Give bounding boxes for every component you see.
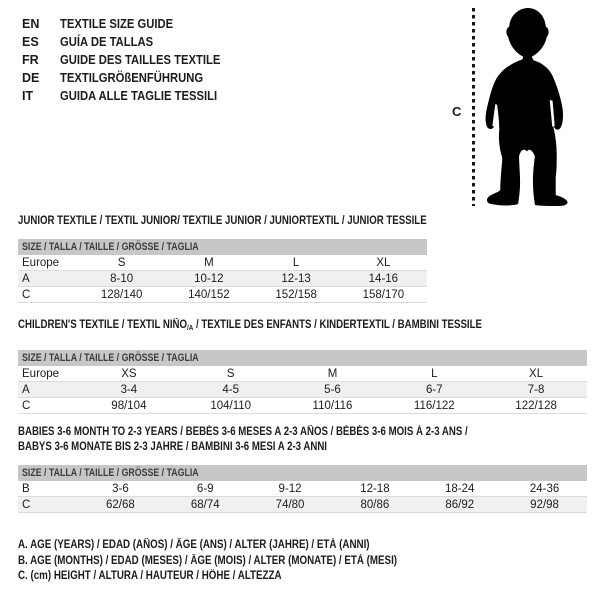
table-row-height (18, 497, 587, 513)
row-label: C (18, 287, 78, 303)
heading-subscript: /A (187, 323, 194, 332)
babies-size-table (18, 465, 587, 513)
row-label: Europe (18, 255, 78, 271)
age-cell: 8-10 (78, 271, 165, 287)
language-code: DE (22, 71, 40, 85)
height-cell: 86/92 (417, 497, 502, 513)
legend-line-a: A. AGE (YEARS) / EDAD (AÑOS) / ÂGE (ANS) / ALTER (JAHRE) / ETÀ (ANNI) (18, 539, 370, 551)
measurement-legend (18, 538, 464, 585)
language-row-fr (22, 51, 238, 69)
height-cell: 80/86 (332, 497, 417, 513)
language-title: TEXTILE SIZE GUIDE (60, 17, 174, 31)
legend-line-b: B. AGE (MONTHS) / EDAD (MESES) / ÂGE (MOIS) / ALTER (MONATE) / ETÀ (MESI) (18, 554, 398, 567)
language-title: TEXTILGRÖßENFÜHRUNG (60, 71, 204, 85)
size-cell: XL (340, 255, 427, 271)
table-row-height (18, 398, 587, 414)
age-cell: 10-12 (165, 271, 252, 287)
age-cell: 3-4 (78, 382, 180, 398)
language-row-it (22, 87, 238, 105)
row-label: C (18, 497, 78, 513)
toddler-silhouette-image (478, 6, 576, 208)
size-cell: M (165, 255, 252, 271)
height-cell: 62/68 (78, 497, 163, 513)
months-cell: 3-6 (78, 481, 163, 497)
height-cell: 128/140 (78, 287, 165, 303)
height-cell: 104/110 (180, 398, 282, 414)
language-row-en (22, 15, 238, 33)
size-cell: S (78, 255, 165, 271)
table-row-europe (18, 366, 587, 382)
children-section-heading: CHILDREN'S TEXTILE / TEXTIL $NIÑO_{/A}$ / TEXTILE DES ENFANTS / KINDERTEXTIL / BAMBINI TESSILE (18, 319, 482, 332)
row-label: A (18, 271, 78, 287)
table-row-height (18, 287, 427, 303)
language-title: GUIDA ALLE TAGLIE TESSILI (60, 89, 218, 103)
language-code: FR (22, 53, 39, 67)
months-cell: 18-24 (417, 481, 502, 497)
table-row-europe (18, 255, 427, 271)
height-cell: 92/98 (502, 497, 587, 513)
size-cell: XL (485, 366, 587, 382)
age-cell: 7-8 (485, 382, 587, 398)
size-figure (440, 0, 600, 215)
size-cell: L (253, 255, 340, 271)
table-row-age (18, 271, 427, 287)
height-cell: 140/152 (165, 287, 252, 303)
age-cell: 12-13 (253, 271, 340, 287)
language-code: IT (22, 89, 34, 103)
row-label: A (18, 382, 78, 398)
height-cell: 98/104 (78, 398, 180, 414)
age-cell: 6-7 (383, 382, 485, 398)
size-cell: M (282, 366, 384, 382)
size-cell: XS (78, 366, 180, 382)
size-header-bar: SIZE / TALLA / TAILLE / GRÖSSE / TAGLIA (18, 239, 427, 255)
size-header-bar: SIZE / TALLA / TAILLE / GRÖSSE / TAGLIA (18, 465, 587, 481)
height-cell: 68/74 (163, 497, 248, 513)
language-row-de (22, 69, 238, 87)
height-cell: 116/122 (383, 398, 485, 414)
babies-section-heading: BABIES 3-6 MONTH TO 2-3 YEARS / BEBÉS 3-6 MESES A 2-3 AÑOS / BÉBÉS 3-6 MOIS À 2-3 ANS / BABYS 3-6 MONATE BIS 2-3 JAHRE / BAMBINI 3-6 MESI A 2-3 ANNI (18, 426, 468, 453)
row-label: C (18, 398, 78, 414)
language-code: EN (22, 17, 40, 31)
height-measure-label: C (452, 104, 462, 119)
language-title-list (22, 15, 238, 105)
months-cell: 9-12 (248, 481, 333, 497)
legend-line-c: C. (cm) HEIGHT / ALTURA / HAUTEUR / HÖHE / ALTEZZA (18, 570, 282, 582)
height-dashed-line (472, 8, 475, 206)
table-row-age (18, 382, 587, 398)
language-title: GUÍA DE TALLAS (60, 35, 154, 49)
size-cell: S (180, 366, 282, 382)
children-size-table (18, 350, 587, 414)
table-row-months (18, 481, 587, 497)
age-cell: 4-5 (180, 382, 282, 398)
age-cell: 5-6 (282, 382, 384, 398)
months-cell: 24-36 (502, 481, 587, 497)
size-header-bar: SIZE / TALLA / TAILLE / GRÖSSE / TAGLIA (18, 350, 587, 366)
language-row-es (22, 33, 238, 51)
months-cell: 12-18 (332, 481, 417, 497)
row-label: B (18, 481, 78, 497)
row-label: Europe (18, 366, 78, 382)
height-cell: 152/158 (253, 287, 340, 303)
height-cell: 110/116 (282, 398, 384, 414)
language-code: ES (22, 35, 39, 49)
height-cell: 74/80 (248, 497, 333, 513)
age-cell: 14-16 (340, 271, 427, 287)
junior-section-heading: JUNIOR TEXTILE / TEXTIL JUNIOR/ TEXTILE JUNIOR / JUNIORTEXTIL / JUNIOR TESSILE (18, 215, 427, 227)
height-cell: 122/128 (485, 398, 587, 414)
size-cell: L (383, 366, 485, 382)
language-title: GUIDE DES TAILLES TEXTILE (60, 53, 221, 67)
junior-size-table (18, 239, 427, 303)
months-cell: 6-9 (163, 481, 248, 497)
height-cell: 158/170 (340, 287, 427, 303)
